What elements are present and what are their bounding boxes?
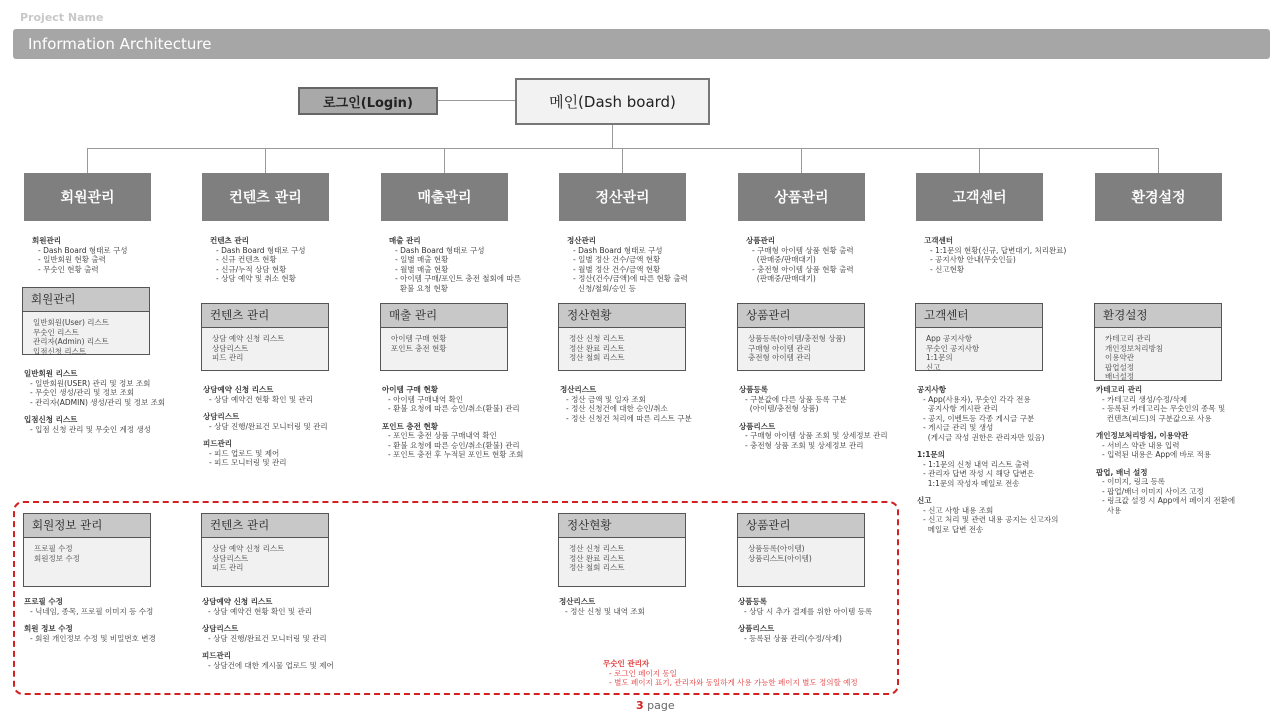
detail-title: 개인정보처리방침, 이용약관 bbox=[1096, 431, 1189, 440]
detail-line: - 게시글 관리 및 생성 bbox=[923, 423, 994, 432]
detail-title: 상담리스트 bbox=[203, 412, 240, 421]
detail-gap bbox=[739, 414, 888, 422]
section-card bbox=[737, 303, 865, 371]
section-card bbox=[1094, 303, 1222, 381]
detail-block bbox=[739, 385, 888, 450]
detail-line: - 구분값에 다른 상품 등록 구분 bbox=[745, 394, 847, 404]
summary-title: 컨텐츠 관리 bbox=[210, 236, 249, 245]
detail-line: - 등록된 상품 관리(수정/삭제) bbox=[744, 633, 842, 643]
detail-title: 신고 bbox=[917, 496, 932, 505]
detail-gap bbox=[917, 442, 1058, 450]
detail-line: - 피드 모니터링 및 관리 bbox=[209, 458, 287, 467]
section-card-item: 이용약관 bbox=[1105, 353, 1134, 362]
section-card-body bbox=[738, 538, 864, 569]
section-card-item: 배너설정 bbox=[1105, 372, 1134, 381]
summary-line: - 공지사항 안내(무숫인들) bbox=[930, 255, 1016, 264]
detail-gap bbox=[738, 616, 872, 624]
main-connector bbox=[612, 125, 613, 148]
project-name: Project Name bbox=[20, 11, 104, 24]
detail-line: - 관리자(ADMIN) 생성/관리 및 정보 조회 bbox=[30, 397, 166, 407]
summary-line: - 일별 정산 건수/금액 현황 bbox=[573, 255, 661, 264]
section-card-title: 컨텐츠 관리 bbox=[202, 304, 328, 328]
detail-title: 상품리스트 bbox=[739, 421, 776, 431]
detail-line: - 팝업/배너 이미지 사이즈 고정 bbox=[1102, 486, 1204, 496]
detail-line: - 상담 진행/완료건 모니터링 및 관리 bbox=[208, 633, 327, 643]
category-summary bbox=[389, 236, 521, 293]
note-block bbox=[603, 659, 858, 688]
detail-line: - 상담건에 대한 게시물 업로드 및 제어 bbox=[208, 660, 334, 670]
summary-line: - Dash Board 형태로 구성 bbox=[216, 245, 306, 255]
detail-line: 공지사항 게시판 관리 bbox=[923, 404, 998, 413]
detail-line: 사용 bbox=[1102, 505, 1122, 515]
summary-line: - 월별 매출 현황 bbox=[395, 264, 449, 274]
detail-title: 프로필 수정 bbox=[24, 597, 63, 606]
category-box: 컨텐츠 관리 bbox=[202, 173, 329, 221]
summary-line: - 신규/누적 상담 현황 bbox=[216, 264, 287, 274]
section-card-body bbox=[916, 328, 1042, 378]
detail-line: - 정산 신청 및 내역 조회 bbox=[565, 606, 645, 616]
section-card bbox=[380, 303, 508, 371]
detail-title: 상품등록 bbox=[739, 385, 768, 394]
detail-title: 카테고리 관리 bbox=[1096, 385, 1143, 394]
summary-line: - 일반회원 현황 출력 bbox=[38, 255, 106, 264]
detail-title: 정산리스트 bbox=[560, 385, 597, 394]
section-card-title: 상품관리 bbox=[738, 514, 864, 538]
detail-block bbox=[24, 597, 156, 643]
detail-title: 상품리스트 bbox=[738, 624, 775, 633]
detail-line: 컨텐츠(피드)의 구분값으로 사용 bbox=[1102, 413, 1212, 423]
login-connector bbox=[438, 100, 515, 101]
detail-line: - 상담 예약건 현황 확인 및 관리 bbox=[208, 606, 312, 616]
section-card-item: 관리자(Admin) 리스트 bbox=[33, 337, 109, 346]
summary-line: - Dash Board 형태로 구성 bbox=[395, 245, 485, 255]
section-card-item: 프로필 수정 bbox=[34, 544, 73, 553]
summary-line: - 1:1문의 현황(신규, 답변대기, 처리완료) bbox=[930, 245, 1067, 255]
branch-stub bbox=[622, 148, 623, 173]
detail-line: - 정산 신청건에 대한 승인/취소 bbox=[566, 404, 668, 413]
detail-line: - 입점 신청 관리 및 무숫인 계정 생성 bbox=[30, 424, 151, 434]
detail-gap bbox=[1096, 460, 1235, 468]
detail-title: 입점신청 리스트 bbox=[24, 415, 78, 424]
section-card-item: 상담리스트 bbox=[212, 343, 249, 353]
section-card bbox=[201, 303, 329, 371]
detail-title: 상담리스트 bbox=[202, 624, 239, 633]
section-card-title: 고객센터 bbox=[916, 304, 1042, 328]
summary-title: 정산관리 bbox=[567, 236, 596, 245]
section-card-body bbox=[23, 312, 149, 362]
detail-line: - 닉네임, 종목, 프로필 이미지 등 수정 bbox=[30, 606, 154, 616]
detail-gap bbox=[382, 414, 523, 422]
detail-gap bbox=[203, 431, 328, 439]
detail-title: 상담예약 신청 리스트 bbox=[203, 385, 274, 394]
detail-block bbox=[917, 385, 1058, 534]
detail-block bbox=[203, 385, 328, 468]
summary-line: - 무숫인 현황 출력 bbox=[38, 264, 99, 274]
section-card-title: 정산현황 bbox=[559, 514, 685, 538]
summary-title: 상품관리 bbox=[746, 236, 775, 245]
detail-title: 상품등록 bbox=[738, 597, 767, 606]
detail-block bbox=[738, 597, 872, 643]
category-box: 상품관리 bbox=[738, 173, 865, 221]
summary-title: 고객센터 bbox=[924, 236, 953, 245]
section-card-item: 정산 완료 리스트 bbox=[569, 343, 625, 353]
summary-line: - 일별 매출 현황 bbox=[395, 255, 449, 264]
detail-line: 1:1문의 작성자 메일로 전송 bbox=[923, 478, 1020, 488]
detail-block bbox=[24, 369, 165, 434]
category-summary bbox=[924, 236, 1066, 274]
section-card-title: 회원관리 bbox=[23, 288, 149, 312]
branch-stub bbox=[265, 148, 266, 173]
detail-title: 공지사항 bbox=[917, 385, 946, 394]
section-card bbox=[201, 513, 329, 587]
category-summary bbox=[210, 236, 306, 284]
note-title: 무숫인 관리자 bbox=[603, 659, 650, 668]
category-box: 환경설정 bbox=[1095, 173, 1222, 221]
section-card-item: 상품리스트(아이템) bbox=[748, 553, 812, 563]
summary-line: - 신규 컨텐츠 현황 bbox=[216, 255, 277, 264]
category-summary bbox=[746, 236, 854, 284]
detail-line: - 아이템 구매내역 확인 bbox=[388, 394, 464, 404]
summary-line: - Dash Board 형태로 구성 bbox=[573, 245, 663, 255]
detail-line: - 관리자 답변 작성 시 해당 답변은 bbox=[923, 469, 1035, 478]
section-card-item: 충전형 아이템 관리 bbox=[748, 353, 811, 362]
section-card-item: 정산 완료 리스트 bbox=[569, 553, 625, 563]
detail-line: - 입력된 내용은 App에 바로 적용 bbox=[1102, 450, 1211, 459]
detail-title: 회원 정보 수정 bbox=[24, 624, 73, 633]
section-card-item: 개인정보처리방침 bbox=[1105, 343, 1163, 353]
title-bar bbox=[13, 29, 1270, 59]
detail-title: 아이템 구매 현황 bbox=[382, 385, 438, 394]
section-card-item: 아이템 구매 현황 bbox=[391, 334, 447, 343]
section-card-item: 일반회원(User) 리스트 bbox=[33, 318, 110, 327]
page-number bbox=[636, 699, 675, 712]
detail-line: - 상담 예약건 현황 확인 및 관리 bbox=[209, 394, 313, 404]
section-card-item: 팝업설정 bbox=[1105, 362, 1134, 372]
section-card bbox=[23, 513, 151, 587]
detail-line: (아이템/충전형 상품) bbox=[745, 404, 819, 413]
summary-line: - 구매형 아이템 상품 현황 출력 bbox=[752, 245, 854, 255]
detail-line: - 정산 신청건 처리에 따른 리스트 구분 bbox=[566, 413, 692, 423]
section-card-body bbox=[381, 328, 507, 359]
branch-stub bbox=[87, 148, 88, 173]
section-card-body bbox=[559, 328, 685, 369]
section-card-item: 상품등록(아이템) bbox=[748, 544, 805, 553]
section-card-body bbox=[559, 538, 685, 579]
section-card-title: 매출 관리 bbox=[381, 304, 507, 328]
detail-line: - 신고 처리 및 관련 내용 공지는 신고자의 bbox=[923, 515, 1059, 524]
section-card-item: 무숫인 공지사항 bbox=[926, 343, 980, 353]
detail-title: 1:1문의 bbox=[917, 450, 945, 459]
category-box: 정산관리 bbox=[559, 173, 686, 221]
section-card-item: 무숫인 리스트 bbox=[33, 327, 79, 337]
detail-line: - 링크값 설정 시 App에서 페이지 전환에 bbox=[1102, 496, 1236, 505]
section-card-item: 상담 예약 신청 리스트 bbox=[212, 334, 285, 343]
section-card-title: 환경설정 bbox=[1095, 304, 1221, 328]
summary-line: - 아이템 구매/포인트 충전 철회에 따른 bbox=[395, 274, 521, 283]
section-card-body bbox=[738, 328, 864, 369]
detail-title: 피드관리 bbox=[202, 651, 231, 660]
section-card-body bbox=[24, 538, 150, 569]
detail-block bbox=[202, 597, 334, 670]
detail-line: 메일로 답변 전송 bbox=[923, 524, 984, 534]
section-card-item: 피드 관리 bbox=[212, 353, 244, 362]
detail-line: (게시글 작성 권한은 관리자만 있음) bbox=[923, 432, 1045, 442]
detail-line: - 환불 요청에 따른 승인/취소(환불) 관리 bbox=[388, 440, 520, 450]
summary-title: 회원관리 bbox=[32, 236, 61, 245]
section-card-item: 상담 예약 신청 리스트 bbox=[212, 544, 285, 553]
section-card-item: 정산 신청 리스트 bbox=[569, 544, 625, 553]
section-card-title: 정산현황 bbox=[559, 304, 685, 328]
section-card-title: 회원정보 관리 bbox=[24, 514, 150, 538]
detail-title: 일반회원 리스트 bbox=[24, 369, 78, 378]
detail-line: - 서비스 약관 내용 입력 bbox=[1102, 440, 1180, 450]
detail-line: - 이미지, 링크 등록 bbox=[1102, 477, 1165, 486]
summary-line: - 상담 예약 및 취소 현황 bbox=[216, 274, 296, 283]
detail-block bbox=[560, 385, 692, 423]
detail-gap bbox=[202, 616, 334, 624]
section-card-item: 상품등록(아이템/충전형 상품) bbox=[748, 334, 846, 343]
detail-line: - 충전형 상품 조회 및 상세정보 관리 bbox=[745, 440, 864, 450]
detail-line: - 일반회원(USER) 관리 및 정보 조회 bbox=[30, 378, 151, 388]
summary-line: - 신고현황 bbox=[930, 264, 965, 274]
detail-gap bbox=[917, 488, 1058, 496]
detail-line: - 카테고리 생성/수정/삭제 bbox=[1102, 394, 1187, 404]
detail-gap bbox=[202, 643, 334, 651]
section-card-title: 상품관리 bbox=[738, 304, 864, 328]
summary-line: 신청/철회/승인 등 bbox=[573, 283, 636, 293]
category-box: 회원관리 bbox=[24, 173, 151, 221]
detail-gap bbox=[24, 407, 165, 415]
section-card-title: 컨텐츠 관리 bbox=[202, 514, 328, 538]
section-card-item: 정산 신청 리스트 bbox=[569, 334, 625, 343]
branch-stub bbox=[979, 148, 980, 173]
summary-line: - Dash Board 형태로 구성 bbox=[38, 245, 128, 255]
section-card-item: 입점신청 리스트 bbox=[33, 346, 87, 356]
note-line: - 별도 페이지 표기, 관리자와 동일하게 사용 가능한 페이지 별도 정의할 예정 bbox=[609, 678, 858, 687]
summary-line: (판매중/판매대기) bbox=[752, 274, 816, 283]
detail-line: - 등록된 카테고리는 무숫인의 종목 및 bbox=[1102, 404, 1226, 413]
detail-gap bbox=[1096, 423, 1235, 431]
detail-gap bbox=[203, 404, 328, 412]
detail-gap bbox=[24, 616, 156, 624]
section-card-item: 상담리스트 bbox=[212, 553, 249, 563]
detail-line: - 무숫인 생성/관리 및 정보 조회 bbox=[30, 388, 135, 397]
section-card bbox=[558, 513, 686, 587]
detail-line: - 신고 사항 내용 조회 bbox=[923, 505, 994, 515]
detail-line: - 포인트 충전 상품 구매내역 확인 bbox=[388, 431, 497, 440]
section-card-item: 구매형 아이템 관리 bbox=[748, 343, 811, 353]
login-node: 로그인(Login) bbox=[298, 87, 438, 115]
branch-stub bbox=[801, 148, 802, 173]
detail-line: - 구매형 아이템 상품 조회 및 상세정보 관리 bbox=[745, 431, 888, 440]
section-card-body bbox=[1095, 328, 1221, 388]
section-card-item: 1:1문의 bbox=[926, 353, 953, 362]
section-card-item: 정산 철회 리스트 bbox=[569, 563, 625, 572]
section-card-item: 신고 bbox=[926, 362, 941, 372]
detail-title: 정산리스트 bbox=[559, 597, 596, 606]
summary-line: (판매중/판매대기) bbox=[752, 255, 816, 264]
branch-line bbox=[87, 148, 1159, 149]
detail-line: - 상담 시 추가 결제를 위한 아이템 등록 bbox=[744, 606, 873, 616]
category-summary bbox=[567, 236, 688, 293]
detail-title: 피드관리 bbox=[203, 439, 232, 448]
detail-title: 상담예약 신청 리스트 bbox=[202, 597, 273, 606]
page-label: page bbox=[647, 699, 675, 712]
category-summary bbox=[32, 236, 128, 274]
section-card-body bbox=[202, 538, 328, 579]
summary-line: - 충전형 아이템 상품 현황 출력 bbox=[752, 264, 854, 274]
detail-title: 포인트 충전 현황 bbox=[382, 421, 438, 431]
summary-line: - 월별 정산 건수/금액 현황 bbox=[573, 264, 661, 274]
summary-line: 환불 요청 현황 bbox=[395, 283, 449, 293]
section-card-item: 정산 철회 리스트 bbox=[569, 353, 625, 362]
detail-line: - App(사용자), 무숫인 각각 전용 bbox=[923, 394, 1031, 404]
category-box: 매출관리 bbox=[381, 173, 508, 221]
section-card-item: 피드 관리 bbox=[212, 563, 244, 572]
section-card-item: 회원정보 수정 bbox=[34, 553, 80, 563]
dashboard-node: 메인(Dash board) bbox=[515, 78, 710, 125]
note-line: - 로그인 페이지 동일 bbox=[609, 668, 677, 678]
detail-line: - 피드 업로드 및 제어 bbox=[209, 448, 280, 458]
detail-block bbox=[1096, 385, 1235, 515]
detail-line: - 정산 금액 및 일자 조회 bbox=[566, 394, 646, 404]
section-card-body bbox=[202, 328, 328, 369]
detail-line: - 공지, 이벤트등 각종 게시글 구분 bbox=[923, 413, 1035, 423]
branch-stub bbox=[1158, 148, 1159, 173]
summary-line: - 정산(건수/금액)에 따른 현황 출력 bbox=[573, 274, 688, 283]
page-title: Information Architecture bbox=[28, 35, 212, 53]
section-card-item: 포인트 충전 현황 bbox=[391, 343, 447, 353]
section-card bbox=[737, 513, 865, 587]
section-card-item: App 공지사항 bbox=[926, 334, 973, 343]
section-card bbox=[22, 287, 150, 355]
detail-line: - 회원 개인정보 수정 및 비밀번호 변경 bbox=[30, 633, 156, 643]
detail-title: 팝업, 배너 설정 bbox=[1096, 467, 1148, 477]
category-box: 고객센터 bbox=[916, 173, 1043, 221]
detail-block bbox=[382, 385, 523, 460]
page-num: 3 bbox=[636, 699, 644, 712]
detail-line: - 상담 진행/완료건 모니터링 및 관리 bbox=[209, 421, 328, 431]
branch-stub bbox=[444, 148, 445, 173]
detail-block bbox=[559, 597, 645, 616]
detail-line: - 1:1문의 신청 내역 리스트 출력 bbox=[923, 459, 1030, 469]
detail-line: - 환불 요청에 따른 승인/취소(환불) 관리 bbox=[388, 404, 520, 413]
detail-line: - 포인트 충전 후 누적된 포인트 현황 조회 bbox=[388, 450, 524, 459]
section-card bbox=[558, 303, 686, 371]
section-card-item: 카테고리 관리 bbox=[1105, 334, 1151, 343]
section-card bbox=[915, 303, 1043, 371]
summary-title: 매출 관리 bbox=[389, 236, 421, 245]
